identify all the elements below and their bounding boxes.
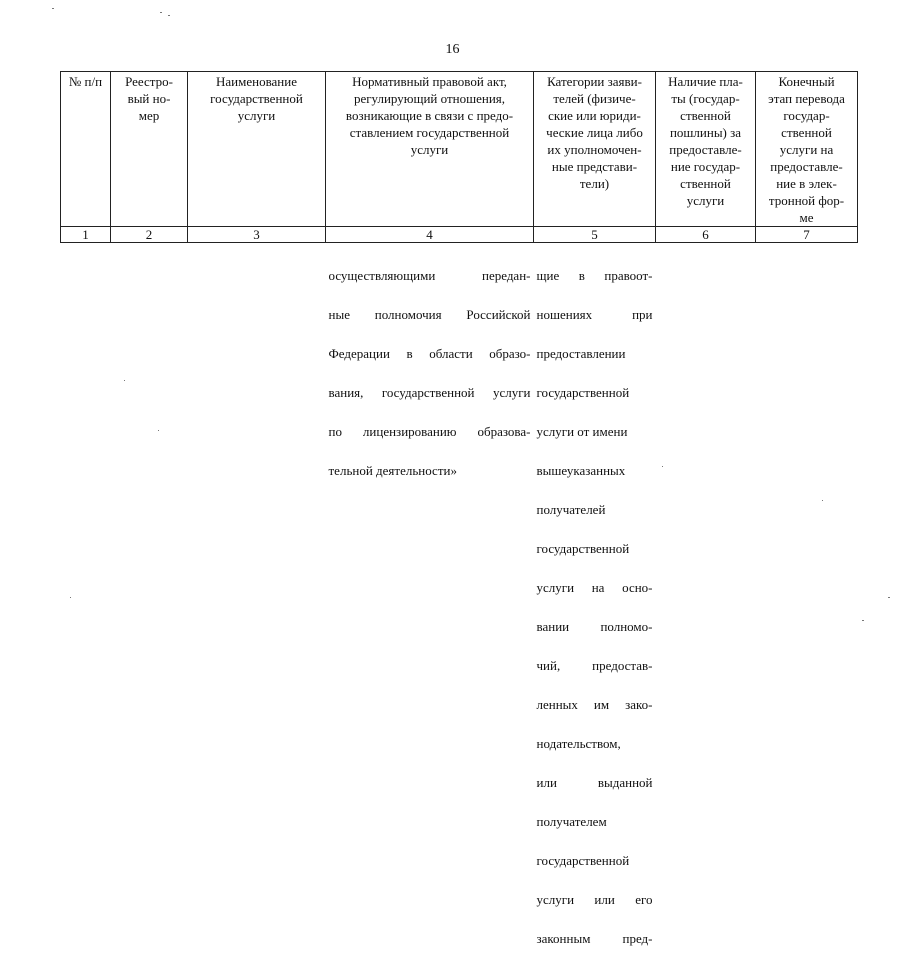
text-line: услуги от имени: [536, 423, 628, 439]
continuation-cell-empty: [188, 243, 326, 968]
column-number-cell: 2: [111, 227, 188, 243]
text-line: получателем: [536, 813, 607, 829]
text-line: услуги или его: [536, 891, 653, 907]
text-line: вания, государственной услуги: [328, 384, 531, 400]
text-line: ные полномочия Российской: [328, 306, 531, 322]
text-line: государственной: [536, 540, 630, 556]
continuation-cell-empty: [656, 243, 756, 968]
text-line: услуги на осно-: [536, 579, 653, 595]
column-number-cell: 7: [756, 227, 858, 243]
header-cell-registry-number: Реестро- вый но- мер: [111, 72, 188, 227]
legal-act-continuation: [326, 243, 534, 968]
header-cell-final-stage: Конечный этап перевода государ- ственной услуги на предоставле- ние в элек- тронной фор- ме: [756, 72, 858, 227]
text-line: законным пред-: [536, 930, 653, 946]
text-line: Федерации в области образо-: [328, 345, 531, 361]
header-cell-legal-act: Нормативный правовой акт, регулирующий отношения, возникающие в связи с предо- ставлением государственной услуги: [326, 72, 534, 227]
continuation-cell-empty: [756, 243, 858, 968]
continuation-cell-empty: [111, 243, 188, 968]
page-number: 16: [445, 42, 460, 57]
column-number-row: [61, 227, 858, 243]
text-line: осуществляющими передан-: [328, 267, 531, 283]
text-line: нодательством,: [536, 735, 621, 751]
column-number-cell: 4: [326, 227, 534, 243]
continuation-row: [61, 243, 858, 968]
text-line: государственной: [536, 384, 630, 400]
text-line: ленных им зако-: [536, 696, 653, 712]
text-line: по лицензированию образова-: [328, 423, 531, 439]
text-line: или выданной: [536, 774, 653, 790]
text-line: чий, предостав-: [536, 657, 653, 673]
text-line: предоставлении: [536, 345, 626, 361]
header-cell-fee: Наличие пла- ты (государ- ственной пошлины) за предоставле- ние государ- ственной услуги: [656, 72, 756, 227]
services-table: [60, 71, 858, 968]
text-line: получателей: [536, 501, 606, 517]
applicant-categories-continuation: [534, 243, 656, 968]
continuation-cell-empty: [61, 243, 111, 968]
column-number-cell: 6: [656, 227, 756, 243]
column-number-cell: 3: [188, 227, 326, 243]
header-row: [61, 72, 858, 227]
text-line: вышеуказанных: [536, 462, 626, 478]
text-line: государственной: [536, 852, 630, 868]
text-line: ношениях при: [536, 306, 653, 322]
header-cell-number: № п/п: [61, 72, 111, 227]
header-cell-service-name: Наименование государственной услуги: [188, 72, 326, 227]
text-line: тельной деятельности»: [328, 462, 457, 478]
text-line: вании полномо-: [536, 618, 653, 634]
text-line: щие в правоот-: [536, 267, 653, 283]
column-number-cell: 1: [61, 227, 111, 243]
column-number-cell: 5: [534, 227, 656, 243]
header-cell-applicant-categories: Категории заяви- телей (физиче- ские или юриди- ческие лица либо их уполномочен- ные представи- тели): [534, 72, 656, 227]
